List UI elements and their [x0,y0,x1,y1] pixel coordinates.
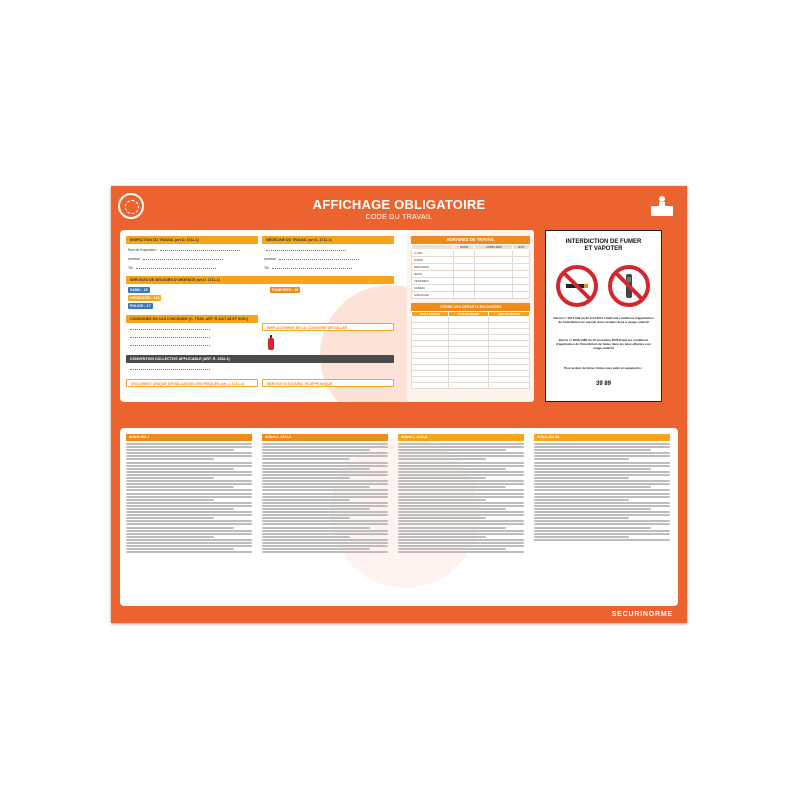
no-smoking-icon [556,265,598,307]
table-row: MARDI [412,257,530,264]
emplacement-header: EMPLACEMENT DE LA CONSIGNE DÉTAILLÉE [262,323,394,331]
schedule-col-apres-midi: APRÈS-MIDI [475,245,513,250]
conge-col-retour: DATE DE RETOUR [489,312,530,317]
no-vaping-icon [608,265,650,307]
inspection-name-field[interactable]: Nom de l'inspecteur : [128,248,240,252]
fire-extinguisher-icon [266,334,276,350]
no-smoking-title: INTERDICTION DE FUMER ET VAPOTER [565,239,642,252]
schedule-col-matin: MATIN [454,245,475,250]
consignes-header: CONSIGNES EN CAS D'INCENDIE (C. TRAV. ART. R 4227-38 ET SUIV.) [126,315,258,323]
secours-header: SERVICES DE SECOURS D'URGENCE (art D. 4711-1) [126,276,394,284]
consigne-field-1[interactable] [128,327,210,331]
document-unique-header: DOCUMENT UNIQUE D'ÉVALUATION DES RISQUES (art. L 4121-4) [126,379,258,387]
quit-help-text: Pour arrêter de fumer, faites-vous aider en appelant le : [564,366,643,370]
consigne-field-2[interactable] [128,335,210,339]
schedule-table [411,244,530,299]
law-text-panel [120,428,678,606]
consigne-field-3[interactable] [128,343,210,347]
convention-header: CONVENTION COLLECTIVE APPLICABLE (ART. R. 2262-3) [126,355,394,363]
table-row [412,383,530,389]
brand-logo: SECURINORME [611,611,673,618]
conge-table [411,311,530,389]
service-tel-header: SERVICE D'ACCUEIL TÉLÉPHONIQUE [262,379,394,387]
conge-col-depart: DATE DE DÉPART [449,312,489,317]
table-row: JEUDI [412,271,530,278]
table-row: DIMANCHE [412,292,530,299]
poster-title: AFFICHAGE OBLIGATOIRE [312,197,486,212]
law-column-3: Article L. 1142-6 [398,434,524,554]
table-row: LUNDI [412,250,530,257]
police-badge: POLICE : 17 [130,304,151,308]
decree-2006-text: Décret n° 2006-1386 du 15 novembre 2006 fixant les conditions d'application de l'interdiction de fumer dans les lieux affectés à un usage collectif [556,338,651,350]
medecine-phone-field[interactable]: Tél : [264,266,352,270]
quit-help-phone: 39 89 [595,381,611,387]
law-column-1: Article 225-1 [126,434,252,554]
poster [111,186,687,623]
poster-subtitle: CODE DU TRAVAIL [365,214,433,221]
table-row: MERCREDI [412,264,530,271]
urgence-badge: URGENCES : 112 [130,296,160,300]
conge-col-nom: NOM & PRÉNOM [412,312,449,317]
law-column-4: Article 222-33 [534,434,670,542]
law-column-2: Article L. 3221-2 [262,434,388,554]
inspection-address-field[interactable]: Adresse : [128,257,223,261]
medecine-address-field[interactable]: Adresse : [264,257,359,261]
medecine-header: MÉDECINE DU TRAVAIL (art D. 4711-1) [262,236,394,244]
decree-2017-text: Décret n° 2017-633 du 25 avril 2017 relatif aux conditions d'application de l'interdiction de vapoter dans certains lieux à usage collectif [553,316,654,324]
no-smoking-panel [545,230,662,402]
schedule-title: HORAIRES DE TRAVAIL [411,236,530,244]
medecine-name-field[interactable] [264,248,346,252]
schedule-panel [407,230,534,402]
convention-field[interactable] [128,367,210,371]
schedule-col-nuit: NUIT [513,245,530,250]
conge-title: ORDRE DES DÉPARTS EN CONGÉS [411,303,530,311]
samu-badge: SAMU : 15 [130,288,148,292]
inspection-header: INSPECTION DU TRAVAIL (art D. 4711-1) [126,236,258,244]
table-row: VENDREDI [412,278,530,285]
inspection-phone-field[interactable]: Tél : [128,266,216,270]
table-row: SAMEDI [412,285,530,292]
pompiers-badge: POMPIERS : 18 [272,288,299,292]
